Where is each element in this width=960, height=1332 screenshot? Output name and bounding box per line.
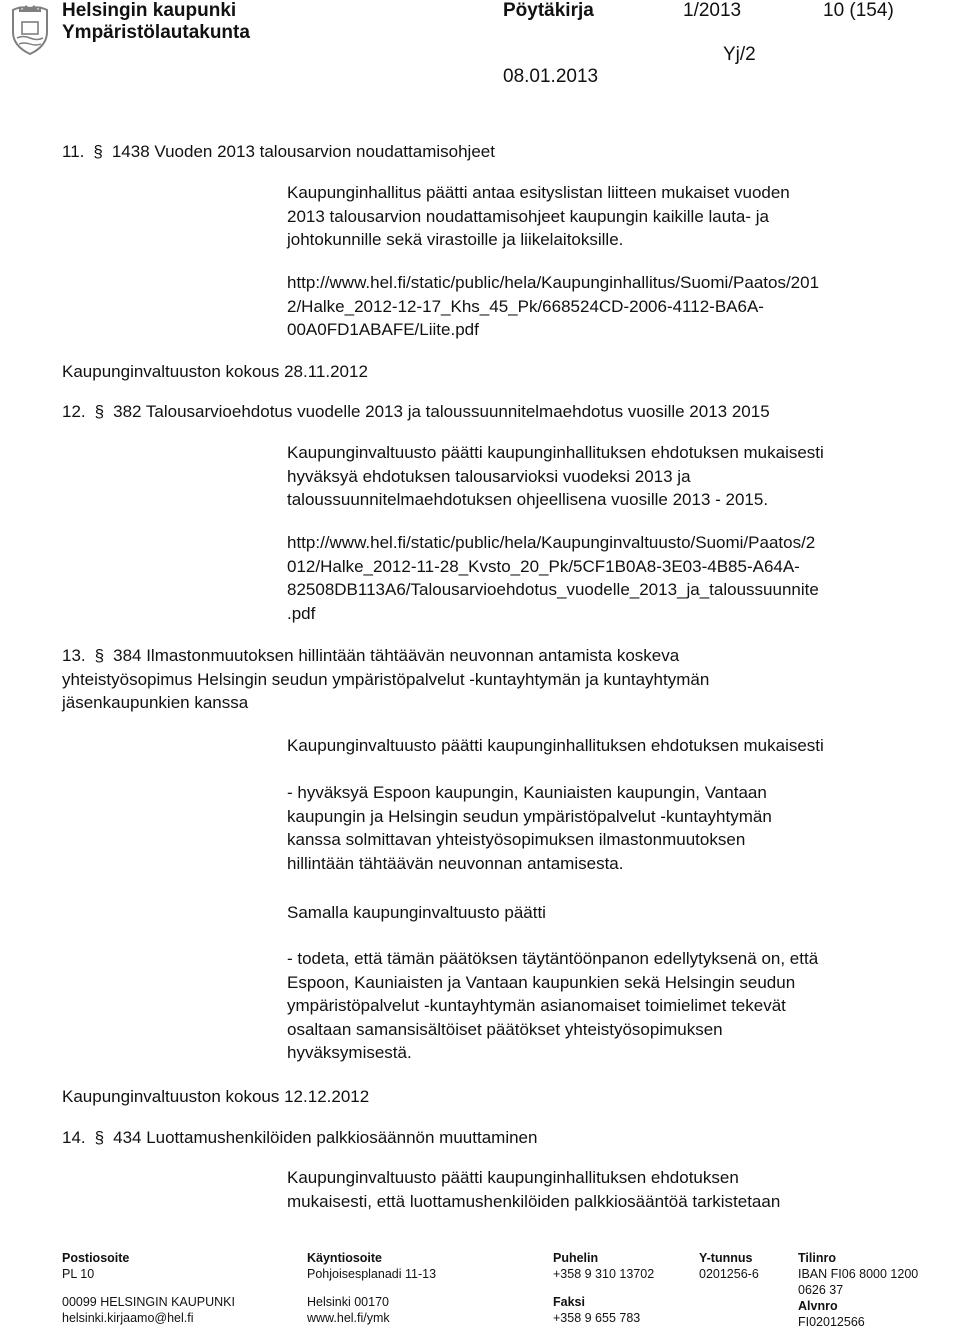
footer-value: Helsinki 00170 (307, 1295, 389, 1309)
page-info: 10 (154) (823, 0, 894, 21)
item-12-paragraph (287, 441, 824, 512)
item-14-heading (62, 1126, 537, 1149)
paragraph-line: kanssa solmittavan yhteistyösopimuksen ilmastonmuutoksen (287, 830, 746, 849)
link-line[interactable]: 012/Halke_2012-11-28_Kvsto_20_Pk/5CF1B0A8-3E03-4B85-A64A- (287, 556, 800, 576)
footer-value: 0626 37 (798, 1283, 844, 1297)
paragraph-line: johtokunnille sekä virastoille ja liikelaitoksille. (287, 230, 624, 249)
item-11-paragraph (287, 181, 790, 252)
footer-kayntiosoite (307, 1250, 436, 1326)
item-title: 382 Talousarvioehdotus vuodelle 2013 ja taloussuunnitelmaehdotus vuosille 2013 2015 (113, 402, 770, 421)
footer-value: +358 9 310 13702 (553, 1267, 655, 1281)
footer-label: Puhelin (553, 1251, 599, 1265)
item-title-line: yhteistyösopimus Helsingin seudun ympäristöpalvelut -kuntayhtymän ja kuntayhtymän (62, 669, 710, 689)
item-14-paragraph (287, 1166, 780, 1213)
paragraph-line: Kaupunginhallitus päätti antaa esityslistan liitteen mukaiset vuoden (287, 183, 790, 202)
item-title-line: jäsenkaupunkien kanssa (62, 693, 249, 712)
paragraph-line: mukaisesti, että luottamushenkilöiden palkkiosääntöä tarkistetaan (287, 1191, 781, 1211)
paragraph-line: hyväksymisestä. (287, 1043, 412, 1062)
section-ref: Yj/2 (723, 44, 756, 65)
section-sign-icon: § (94, 646, 105, 665)
paragraph-line: ympäristöpalvelut -kuntayhtymän asianomaiset toimielimet tekevät (287, 996, 786, 1015)
link-line[interactable]: http://www.hel.fi/static/public/hela/Kaupunginvaltuusto/Suomi/Paatos/2 (287, 533, 816, 552)
footer-value: IBAN FI06 8000 1200 (798, 1267, 919, 1281)
footer-value: 00099 HELSINGIN KAUPUNKI (62, 1295, 235, 1309)
paragraph-line: Espoon, Kauniaisten ja Vantaan kaupunkien sekä Helsingin seudun (287, 972, 796, 992)
paragraph-line: - todeta, että tämän päätöksen täytäntöönpanon edellytyksenä on, että (287, 949, 819, 968)
paragraph-line: kaupungin ja Helsingin seudun ympäristöpalvelut -kuntayhtymän (287, 806, 772, 826)
item-number: 12. (62, 402, 86, 421)
item-title: 1438 Vuoden 2013 talousarvion noudattamisohjeet (111, 142, 495, 161)
item-13-intro: Kaupunginvaltuusto päätti kaupunginhallituksen ehdotuksen mukaisesti (287, 736, 824, 755)
meeting-heading-1: Kaupunginvaltuuston kokous 28.11.2012 (62, 362, 368, 381)
paragraph-line: Kaupunginvaltuusto päätti kaupunginhallituksen ehdotuksen (287, 1168, 739, 1187)
section-sign-icon: § (94, 402, 105, 421)
meeting-heading-2: Kaupunginvaltuuston kokous 12.12.2012 (62, 1087, 370, 1106)
org-name: Helsingin kaupunki (62, 0, 237, 21)
item-number: 13. (62, 646, 86, 665)
item-12-heading (62, 400, 770, 423)
doc-number: 1/2013 (683, 0, 742, 21)
footer-label: Käyntiosoite (307, 1251, 383, 1265)
footer-value: Pohjoisesplanadi 11-13 (307, 1267, 437, 1281)
section-sign-icon: § (93, 142, 103, 161)
item-number: 11. (62, 142, 85, 161)
item-title-line: 384 Ilmastonmuutoksen hillintään tähtäävän neuvonnan antamista koskeva (113, 646, 680, 665)
footer-tilinro-alvnro (798, 1250, 918, 1330)
doc-type: Pöytäkirja (503, 0, 594, 21)
paragraph-line: hyväksyä ehdotuksen talousarvioksi vuodeksi 2013 ja (287, 466, 691, 486)
footer-ytunnus (699, 1250, 759, 1282)
link-line[interactable]: 00A0FD1ABAFE/Liite.pdf (287, 320, 479, 339)
section-sign-icon: § (94, 1128, 105, 1147)
item-13-point-a (287, 781, 772, 875)
paragraph-line: osaltaan samansisältöiset päätökset yhteistyösopimuksen (287, 1019, 723, 1039)
link-line[interactable]: 82508DB113A6/Talousarvioehdotus_vuodelle_2013_ja_taloussuunnite (287, 580, 819, 599)
item-title: 434 Luottamushenkilöiden palkkiosäännön muuttaminen (113, 1128, 538, 1147)
item-11-heading (62, 140, 495, 163)
paragraph-line: 2013 talousarvion noudattamisohjeet kaupungin kaikille lauta- ja (287, 206, 769, 226)
paragraph-line: taloussuunnitelmaehdotuksen ohjeellisena vuosille 2013 - 2015. (287, 490, 769, 509)
link-line[interactable]: http://www.hel.fi/static/public/hela/Kaupunginhallitus/Suomi/Paatos/201 (287, 273, 820, 292)
footer-label: Tilinro (798, 1251, 836, 1265)
footer-value: PL 10 (62, 1267, 95, 1281)
item-13-also: Samalla kaupunginvaltuusto päätti (287, 903, 546, 922)
footer-value: 0201256-6 (699, 1267, 759, 1281)
item-12-link[interactable] (287, 531, 819, 625)
footer-postiosoite (62, 1250, 235, 1326)
item-number: 14. (62, 1128, 86, 1147)
footer-label: Postiosoite (62, 1251, 130, 1265)
link-line[interactable]: 2/Halke_2012-12-17_Khs_45_Pk/668524CD-2006-4112-BA6A- (287, 296, 764, 316)
item-13-heading (62, 644, 709, 715)
doc-date: 08.01.2013 (503, 66, 599, 87)
footer-value: +358 9 655 783 (553, 1311, 641, 1325)
item-13-point-b (287, 947, 818, 1065)
paragraph-line: - hyväksyä Espoon kaupungin, Kauniaisten kaupungin, Vantaan (287, 783, 767, 802)
footer-value: FI02012566 (798, 1315, 865, 1329)
footer-label: Faksi (553, 1295, 585, 1309)
footer-label: Y-tunnus (699, 1251, 753, 1265)
link-line[interactable]: .pdf (287, 603, 316, 623)
paragraph-line: Kaupunginvaltuusto päätti kaupunginhallituksen ehdotuksen mukaisesti (287, 443, 824, 462)
footer-puhelin-faksi (553, 1250, 654, 1326)
board-name: Ympäristölautakunta (62, 22, 250, 43)
item-11-link[interactable] (287, 271, 819, 342)
paragraph-line: hillintään tähtäävän neuvonnan antamisesta. (287, 853, 624, 873)
footer-value[interactable]: www.hel.fi/ymk (307, 1311, 390, 1325)
footer-value[interactable]: helsinki.kirjaamo@hel.fi (62, 1311, 194, 1325)
helsinki-crest-icon (8, 4, 52, 56)
footer-label: Alvnro (798, 1299, 838, 1313)
